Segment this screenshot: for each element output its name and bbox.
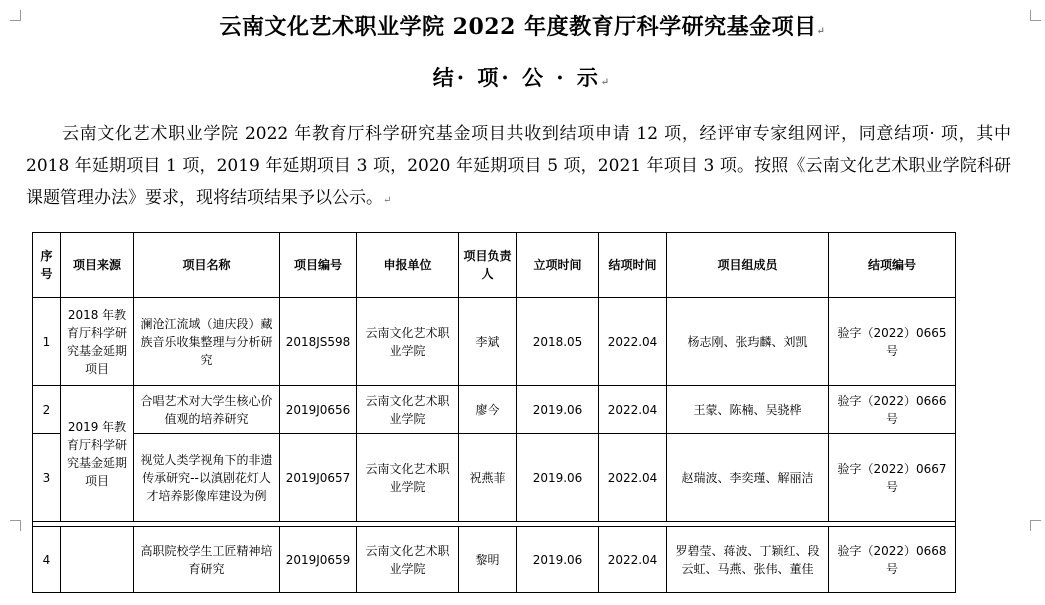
end-date: 2022.04 — [599, 386, 667, 434]
project-leader: 黎明 — [459, 527, 517, 593]
team-members: 赵瑞波、李奕瑾、解丽洁 — [667, 434, 829, 522]
project-source: 2018 年教育厅科学研究基金延期项目 — [61, 298, 134, 386]
applicant-unit: 云南文化艺术职业学院 — [357, 434, 459, 522]
start-date: 2019.06 — [517, 386, 599, 434]
applicant-unit: 云南文化艺术职业学院 — [357, 527, 459, 593]
table-header-row — [33, 233, 956, 298]
project-code: 2019J0657 — [280, 434, 357, 522]
project-name: 视觉人类学视角下的非遗传承研究--以滇剧花灯人才培养影像库建设为例 — [134, 434, 280, 522]
header-cell: 结项编号 — [829, 233, 956, 298]
document-title — [0, 10, 1045, 41]
row-number: 1 — [33, 298, 61, 386]
document-subtitle — [0, 62, 1045, 92]
end-date: 2022.04 — [599, 434, 667, 522]
row-number: 3 — [33, 434, 61, 522]
project-name: 高职院校学生工匠精神培育研究 — [134, 527, 280, 593]
project-source — [61, 527, 134, 593]
result-code: 验字（2022）0668号 — [829, 527, 956, 593]
header-cell: 项目负责人 — [459, 233, 517, 298]
project-leader: 祝燕菲 — [459, 434, 517, 522]
header-cell: 项目组成员 — [667, 233, 829, 298]
project-leader: 李斌 — [459, 298, 517, 386]
project-name: 合唱艺术对大学生核心价值观的培养研究 — [134, 386, 280, 434]
start-date: 2019.06 — [517, 434, 599, 522]
end-date: 2022.04 — [599, 527, 667, 593]
header-cell: 项目名称 — [134, 233, 280, 298]
document-title-text: 云南文化艺术职业学院 2022 年度教育厅科学研究基金项目 — [219, 14, 817, 40]
result-code: 验字（2022）0665号 — [829, 298, 956, 386]
project-code: 2018JS598 — [280, 298, 357, 386]
team-members: 罗碧莹、蒋波、丁颖红、段云虹、马燕、张伟、董佳 — [667, 527, 829, 593]
table-row — [33, 386, 956, 434]
results-table — [32, 232, 956, 593]
header-cell: 项目来源 — [61, 233, 134, 298]
project-code: 2019J0656 — [280, 386, 357, 434]
applicant-unit: 云南文化艺术职业学院 — [357, 386, 459, 434]
project-code: 2019J0659 — [280, 527, 357, 593]
header-cell: 立项时间 — [517, 233, 599, 298]
header-cell: 申报单位 — [357, 233, 459, 298]
page-corner-mark — [1030, 520, 1041, 531]
row-number: 2 — [33, 386, 61, 434]
start-date: 2019.06 — [517, 527, 599, 593]
end-date: 2022.04 — [599, 298, 667, 386]
applicant-unit: 云南文化艺术职业学院 — [357, 298, 459, 386]
project-name: 澜沧江流域（迪庆段）藏族音乐收集整理与分析研究 — [134, 298, 280, 386]
header-cell: 序号 — [33, 233, 61, 298]
intro-paragraph — [26, 118, 1011, 217]
result-code: 验字（2022）0667号 — [829, 434, 956, 522]
intro-paragraph-text: 云南文化艺术职业学院 2022 年教育厅科学研究基金项目共收到结项申请 12 项，经评审专家组网评，同意结项· 项，其中 2018 年延期项目 1 项，2019 年延期项目 3 项，2020 年延期项目 5 项，2021 年项目 3 项。按照《云南文化艺术职业学院科研课题管理办法》要求，现将结项结果予以公示。 — [26, 124, 1011, 208]
paragraph-mark-icon: ↵ — [600, 77, 613, 88]
page-corner-mark — [10, 520, 21, 531]
result-code: 验字（2022）0666号 — [829, 386, 956, 434]
table-row — [33, 298, 956, 386]
team-members: 杨志刚、张玙麟、刘凯 — [667, 298, 829, 386]
start-date: 2018.05 — [517, 298, 599, 386]
project-source: 2019 年教育厅科学研究基金延期项目 — [61, 386, 134, 522]
project-leader: 廖今 — [459, 386, 517, 434]
paragraph-mark-icon: ↵ — [383, 195, 392, 206]
paragraph-mark-icon: ↵ — [816, 26, 826, 37]
header-cell: 结项时间 — [599, 233, 667, 298]
header-cell: 项目编号 — [280, 233, 357, 298]
row-number: 4 — [33, 527, 61, 593]
document-subtitle-text: 结· 项· 公 · 示 — [432, 65, 601, 90]
table-row — [33, 434, 956, 522]
team-members: 王蒙、陈楠、吴骁桦 — [667, 386, 829, 434]
table-row — [33, 527, 956, 593]
